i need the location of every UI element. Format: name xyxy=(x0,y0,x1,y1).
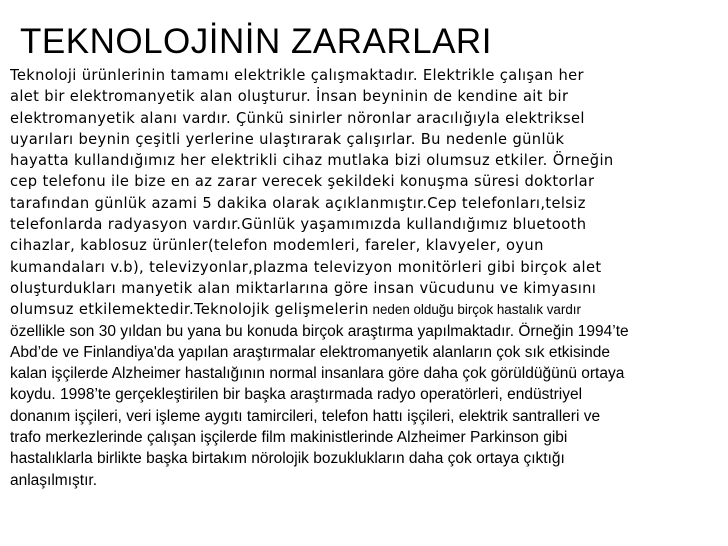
body-text xyxy=(10,65,722,491)
text-segment: neden olduğu birçok hastalık vardır xyxy=(368,302,581,318)
text-line: hayatta kullandığımız her elektrikli cihaz mutlaka bizi olumsuz etkiler. Örneğin xyxy=(10,152,614,170)
slide-title: TEKNOLOJİNİN ZARARLARI xyxy=(20,22,492,61)
text-line: oluşturdukları manyetik alan miktarlarına göre insan vücudunu ve kimyasını xyxy=(10,279,597,297)
text-line: tarafından günlük azami 5 dakika olarak açıklanmıştır.Cep telefonları,telsiz xyxy=(10,194,586,212)
text-line: hastalıklarla birlikte başka birtakım nörolojik bozuklukların daha çok ortaya çıktığı xyxy=(10,450,565,468)
text-segment: olumsuz etkilemektedir.Teknolojik gelişmelerin xyxy=(10,301,369,319)
text-line: elektromanyetik alanı vardır. Çünkü sinirler nöronlar aracılığıyla elektriksel xyxy=(10,109,585,127)
text-line: koydu. 1998’te gerçekleştirilen bir başka araştırmada radyo operatörleri, endüstriyel xyxy=(10,386,583,404)
text-line: Abd’de ve Finlandiya'da yapılan araştırmalar elektromanyetik alanların çok sık etkisinde xyxy=(10,343,611,361)
text-line: cep telefonu ile bize en az zarar verecek şekildeki konuşma süresi doktorlar xyxy=(10,173,595,191)
text-line: kalan işçilerde Alzheimer hastalığının normal insanlara göre daha çok görüldüğünü ortaya xyxy=(10,365,625,383)
text-line: cihazlar, kablosuz ürünler(telefon modemleri, fareler, klavyeler, oyun xyxy=(10,237,544,255)
text-line: alet bir elektromanyetik alan oluşturur. İnsan beyninin de kendine ait bir xyxy=(10,88,569,106)
text-line: uyarıları beynin çeşitli yerlerine ulaştırarak çalışırlar. Bu nedenle günlük xyxy=(10,130,565,148)
text-line: telefonlarda radyasyon vardır.Günlük yaşamımızda kullandığımız bluetooth xyxy=(10,216,587,234)
text-line: özellikle son 30 yıldan bu yana bu konuda birçok araştırma yapılmaktadır. Örneğin 1994’te xyxy=(10,322,629,340)
text-line: donanım işçileri, veri işleme aygıtı tamircileri, telefon hattı işçileri, elektrik santralleri ve xyxy=(10,407,601,425)
text-line: Teknoloji ürünlerinin tamamı elektrikle çalışmaktadır. Elektrikle çalışan her xyxy=(10,67,584,84)
text-line: anlaşılmıştır. xyxy=(10,471,97,489)
text-line: trafo merkezlerinde çalışan işçilerde film makinistlerinde Alzheimer Parkinson gibi xyxy=(10,429,568,447)
text-line: kumandaları v.b), televizyonlar,plazma televizyon monitörleri gibi birçok alet xyxy=(10,258,602,276)
text-line-mixed xyxy=(10,299,722,320)
